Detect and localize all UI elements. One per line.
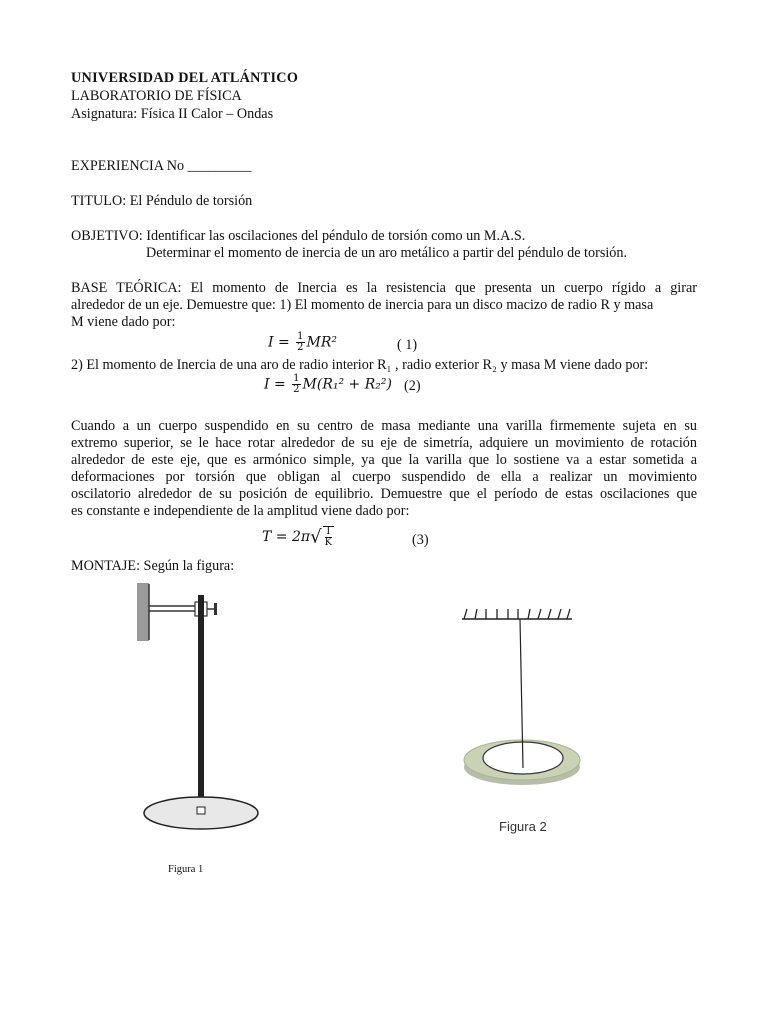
paragraph-line-6: es constante e independiente de la amplitud viene dado por: [71,503,410,519]
eq3-fraction [325,527,332,548]
objective-line-1: OBJETIVO: Identificar las oscilaciones del péndulo de torsión como un M.A.S. [71,228,526,244]
equation-1-tag: ( 1) [397,337,418,353]
experience-line: EXPERIENCIA No _________ [71,158,252,174]
paragraph-line-5: oscilatorio alrededor de su posición de equilibrio. Demuestre que el período de estas oscilaciones que [71,486,697,502]
eq1-numerator: 1 [297,331,304,342]
paragraph-line-1: Cuando a un cuerpo suspendido en su centro de masa mediante una varilla firmemente sujeta en su [71,418,697,434]
torsion-rod [198,595,204,809]
equation-3 [262,526,334,548]
montaje-line: MONTAJE: Según la figura: [71,558,235,574]
eq1-lhs: I = [268,334,295,351]
lab-heading: LABORATORIO DE FÍSICA [71,88,242,104]
base-line-4: 2) El momento de Inercia de una aro de radio interior R₁ , radio exterior R₂ y masa M viene dado por: [71,357,649,373]
objective-line-2: Determinar el momento de inercia de un aro metálico a partir del péndulo de torsión. [146,245,628,261]
figure-2-caption: Figura 2 [499,819,547,834]
paragraph-line-4: deformaciones por torsión que obligan al cuerpo suspendido de ella a realizar un movimiento [71,469,697,485]
eq3-numerator: I [326,526,331,537]
eq2-fraction [292,374,300,395]
eq1-rhs: MR² [306,334,338,351]
eq3-denominator: K [324,537,333,548]
disk-hub [197,807,205,814]
paragraph-line-3: alrededor de este eje, que es armónico simple, ya que la varilla que lo sostiene va a estar sometida a [71,452,697,468]
university-heading: UNIVERSIDAD DEL ATLÁNTICO [71,70,299,86]
base-line-2: alrededor de un eje. Demuestre que: 1) El momento de inercia para un disco macizo de radio R y masa [71,297,654,313]
ceiling-hatching [464,609,570,619]
eq2-lhs: I = [264,376,291,393]
title-line: TITULO: El Péndulo de torsión [71,193,253,209]
eq1-fraction [296,332,304,353]
base-line-3: M viene dado por: [71,314,176,330]
figure-1-diagram [130,580,270,850]
equation-3-tag: (3) [412,532,429,548]
paragraph-line-2: extremo superior, se le hace rotar alrededor de su eje de simetría, adquiere un movimiento de rotación [71,435,697,451]
wall-support [137,583,149,641]
eq2-numerator: 1 [293,373,300,384]
eq2-rhs: M(R₁² + R₂²) [302,376,392,393]
subject-line: Asignatura: Física II Calor – Ondas [71,106,274,122]
equation-2-tag: (2) [404,378,421,394]
eq2-denominator: 2 [293,384,300,395]
figure-2-diagram [455,600,595,800]
eq1-denominator: 2 [297,342,304,353]
eq3-radicand [323,526,334,548]
base-line-1: BASE TEÓRICA: El momento de Inercia es la resistencia que presenta un cuerpo rígido a girar [71,280,697,296]
equation-1 [268,332,337,353]
sqrt-sign: √ [310,526,322,548]
equation-2 [264,374,392,395]
clamp-screw [214,603,217,615]
eq3-lhs: T = 2π [262,529,311,545]
figure-1-caption: Figura 1 [168,864,204,875]
